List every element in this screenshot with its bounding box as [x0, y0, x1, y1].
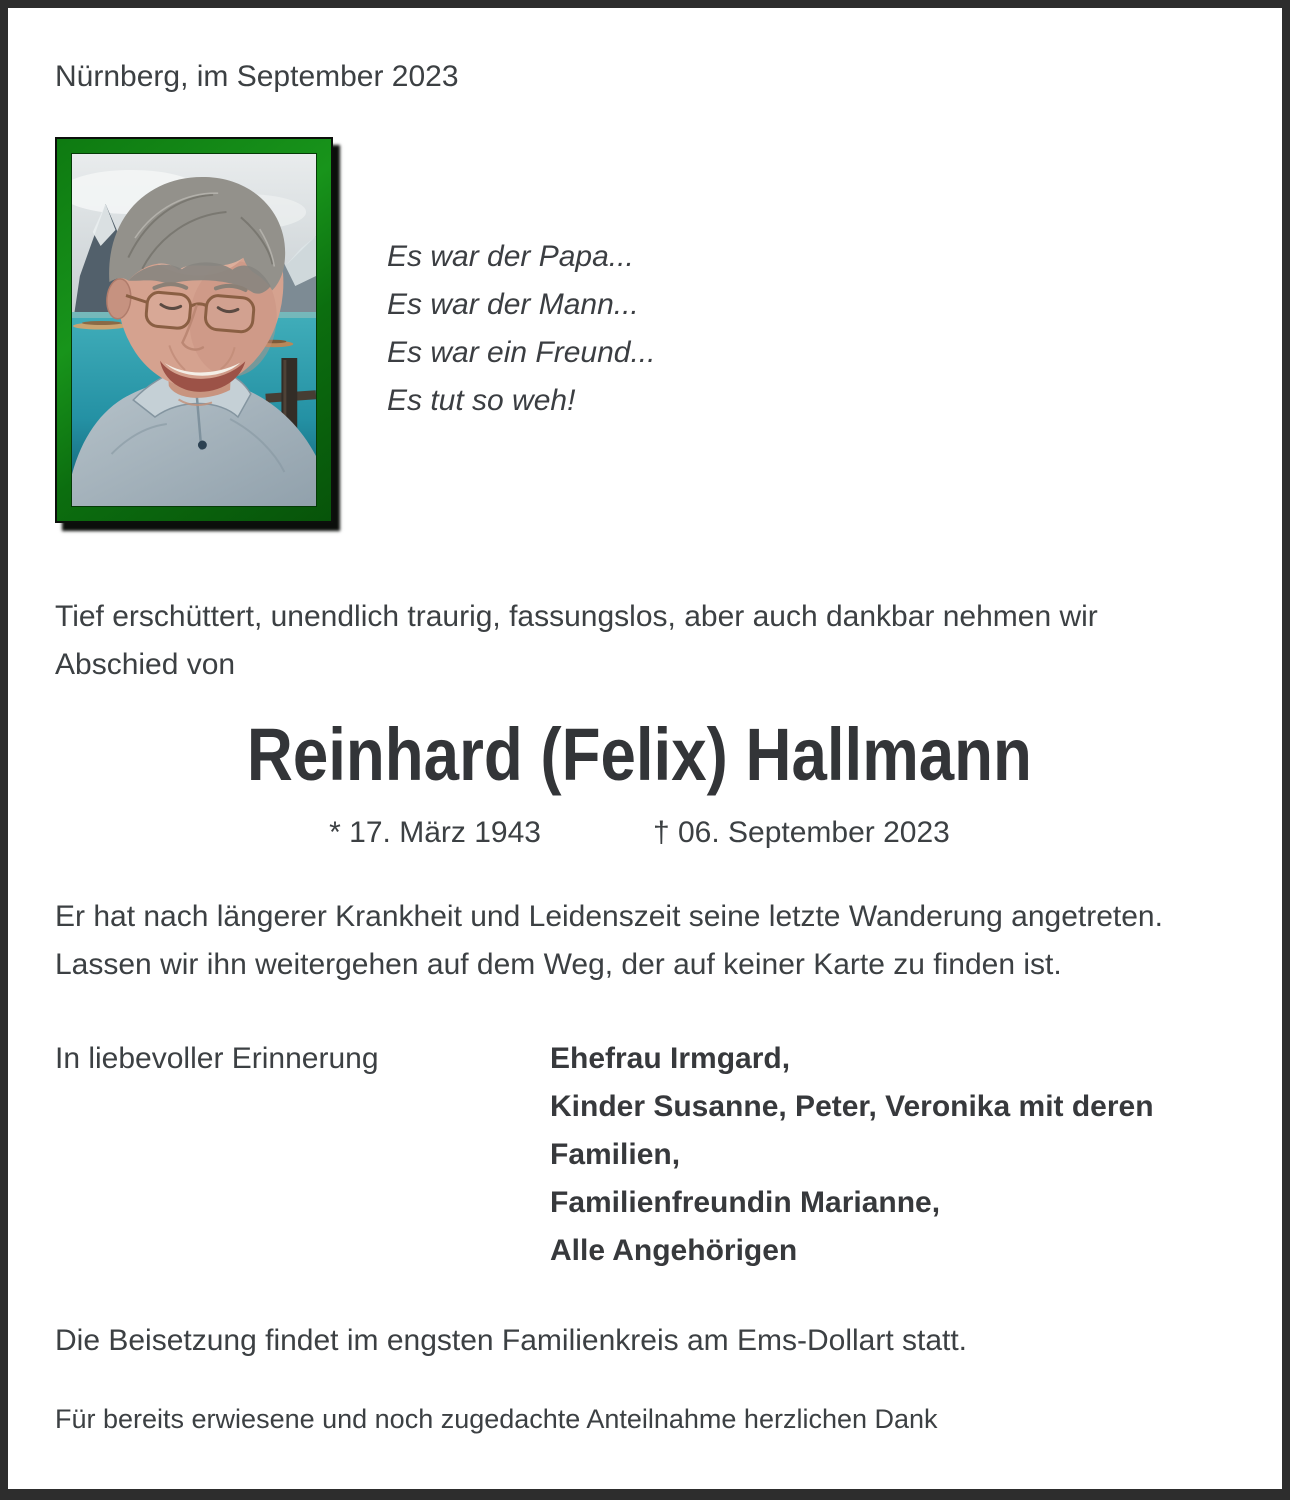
- mourner-line: Alle Angehörigen: [550, 1234, 798, 1267]
- farewell-line: Er hat nach längerer Krankheit und Leidenszeit seine letzte Wanderung angetreten.: [55, 900, 1163, 933]
- thanks-line: Für bereits erwiesene und noch zugedachte Anteilnahme herzlichen Dank: [55, 1404, 938, 1434]
- poem-line: Es war der Mann...: [387, 288, 639, 321]
- life-dates: [55, 811, 1224, 855]
- portrait-photo-frame: [55, 137, 333, 523]
- funeral-info: Die Beisetzung findet im engsten Familienkreis am Ems-Dollart statt.: [55, 1324, 968, 1357]
- mourners-section: [55, 1035, 1224, 1275]
- poem: [387, 233, 655, 523]
- intro-line: Tief erschüttert, unendlich traurig, fassungslos, aber auch dankbar nehmen wir: [55, 600, 1098, 633]
- mourner-line: Ehefrau Irmgard,: [550, 1042, 791, 1075]
- mourners-names: [550, 1035, 1154, 1275]
- shirt-button: [198, 441, 207, 450]
- photo-poem-row: [55, 137, 1224, 523]
- mourner-line: Kinder Susanne, Peter, Veronika mit deren: [550, 1090, 1154, 1123]
- farewell-line: Lassen wir ihn weitergehen auf dem Weg, der auf keiner Karte zu finden ist.: [55, 948, 1062, 981]
- poem-line: Es war der Papa...: [387, 240, 634, 273]
- death-date: † 06. September 2023: [652, 816, 950, 849]
- mourner-line: Familienfreundin Marianne,: [550, 1186, 941, 1219]
- dateline: Nürnberg, im September 2023: [55, 60, 459, 93]
- mourner-line: Familien,: [550, 1138, 681, 1171]
- mourners-label: In liebevoller Erinnerung: [55, 1042, 379, 1075]
- farewell-paragraph: [55, 893, 1224, 989]
- portrait-illustration: [72, 154, 316, 506]
- poem-line: Es war ein Freund...: [387, 336, 656, 369]
- intro-line: Abschied von: [55, 648, 236, 681]
- poem-line: Es tut so weh!: [387, 384, 576, 417]
- portrait-photo: [71, 153, 317, 507]
- intro-paragraph: [55, 593, 1224, 689]
- deceased-name: Reinhard (Felix) Hallmann: [246, 713, 1033, 796]
- birth-date: * 17. März 1943: [329, 816, 541, 849]
